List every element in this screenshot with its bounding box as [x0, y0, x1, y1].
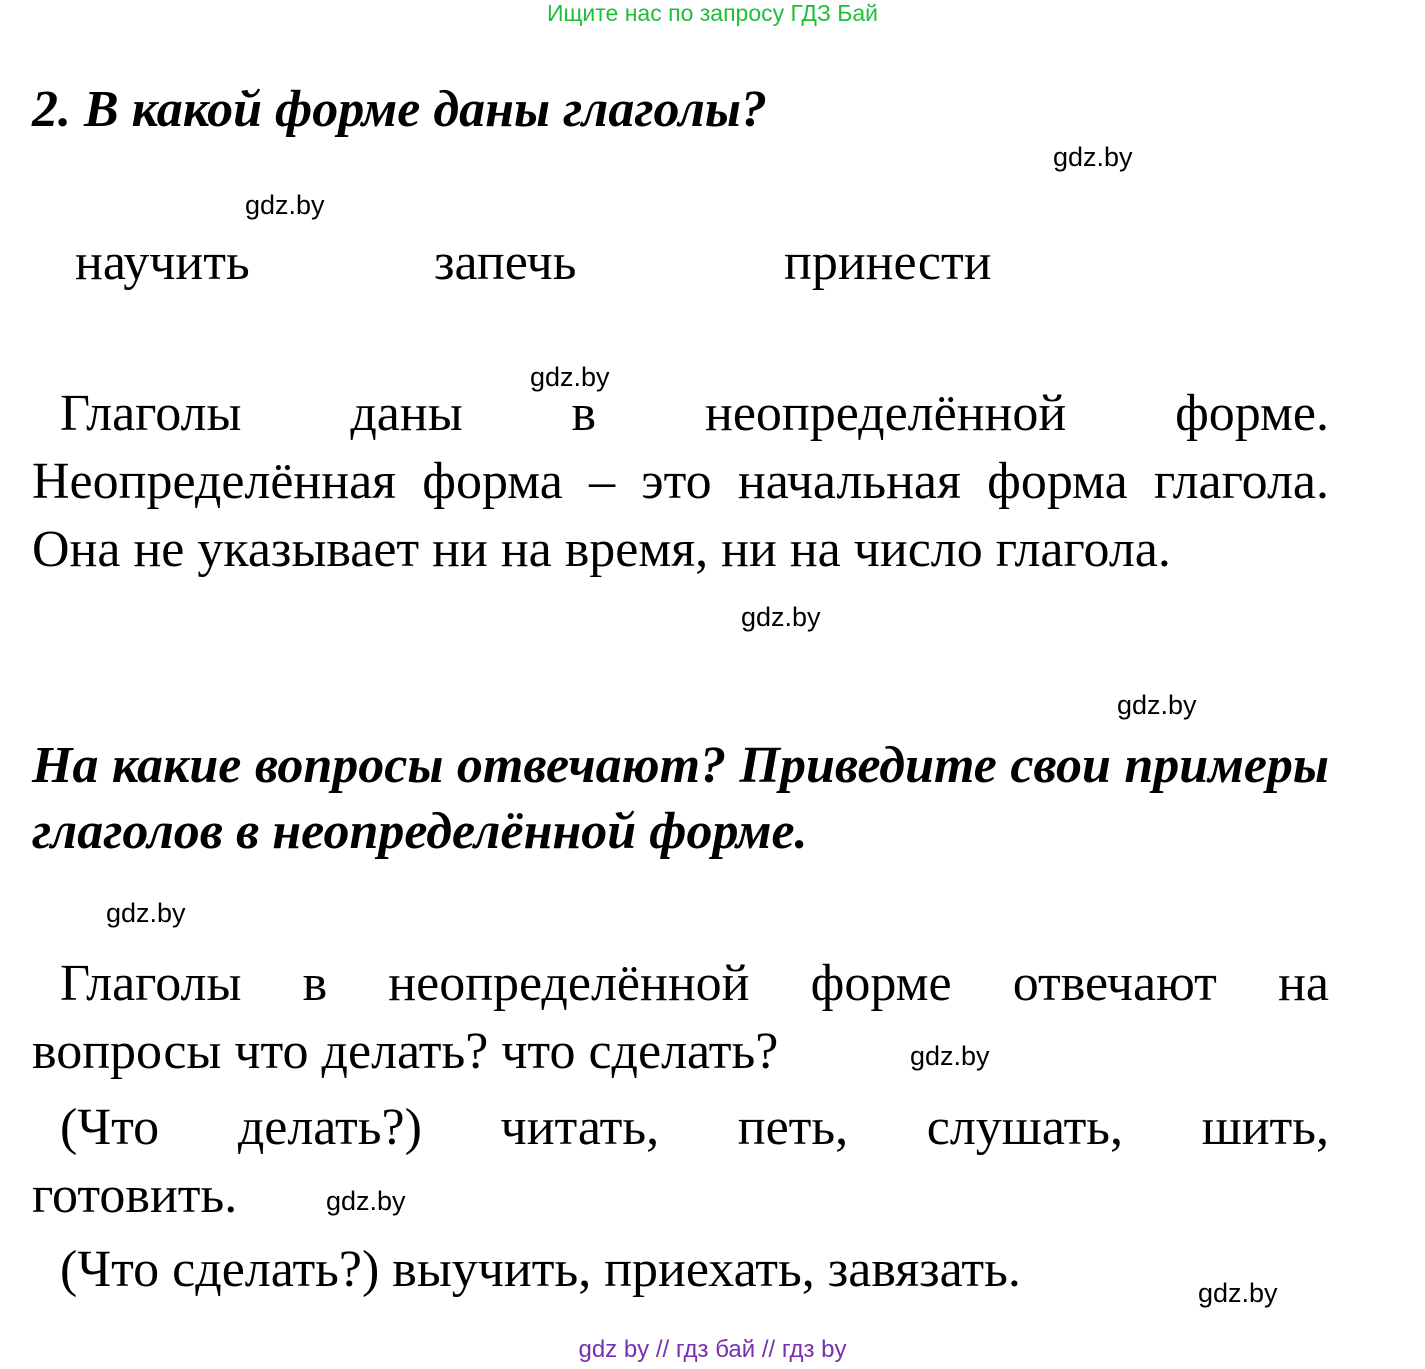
example1-line2: готовить.: [32, 1167, 238, 1224]
task-title: 2. В какой форме даны глаголы?: [32, 81, 767, 138]
question2-heading: На какие вопросы отвечают? Приведите свои примеры глаголов в неопределённой форме.: [32, 737, 1329, 860]
watermark: gdz.by: [326, 1186, 406, 1216]
watermark: gdz.by: [245, 190, 325, 220]
watermark: gdz.by: [106, 898, 186, 928]
answer1-paragraph: Неопределённая форма – это начальная форма глагола. Она не указывает ни на время, ни на число глагола.: [32, 453, 1329, 578]
word-item: принести: [784, 234, 992, 291]
example2-line: (Что сделать?) выучить, приехать, завязать.: [60, 1241, 1021, 1298]
top-banner[interactable]: Ищите нас по запросу ГДЗ Бай: [546, 0, 879, 26]
watermark: gdz.by: [910, 1041, 990, 1071]
watermark: gdz.by: [1117, 690, 1197, 720]
answer2-intro-line2: вопросы что делать? что сделать?: [32, 1023, 779, 1080]
example1-line1: (Что делать?) читать, петь, слушать, шить,: [60, 1099, 1329, 1156]
word-item: научить: [75, 234, 250, 291]
answer1-line1: Глаголы даны в неопределённой форме.: [60, 385, 1329, 442]
footer-links[interactable]: gdz by // гдз бай // гдз by: [578, 1336, 847, 1363]
watermark: gdz.by: [741, 602, 821, 632]
answer2-intro-line1: Глаголы в неопределённой форме отвечают на: [60, 955, 1329, 1012]
watermark: gdz.by: [1053, 142, 1133, 172]
word-item: запечь: [434, 234, 577, 291]
watermark: gdz.by: [530, 362, 610, 392]
watermark: gdz.by: [1198, 1278, 1278, 1308]
